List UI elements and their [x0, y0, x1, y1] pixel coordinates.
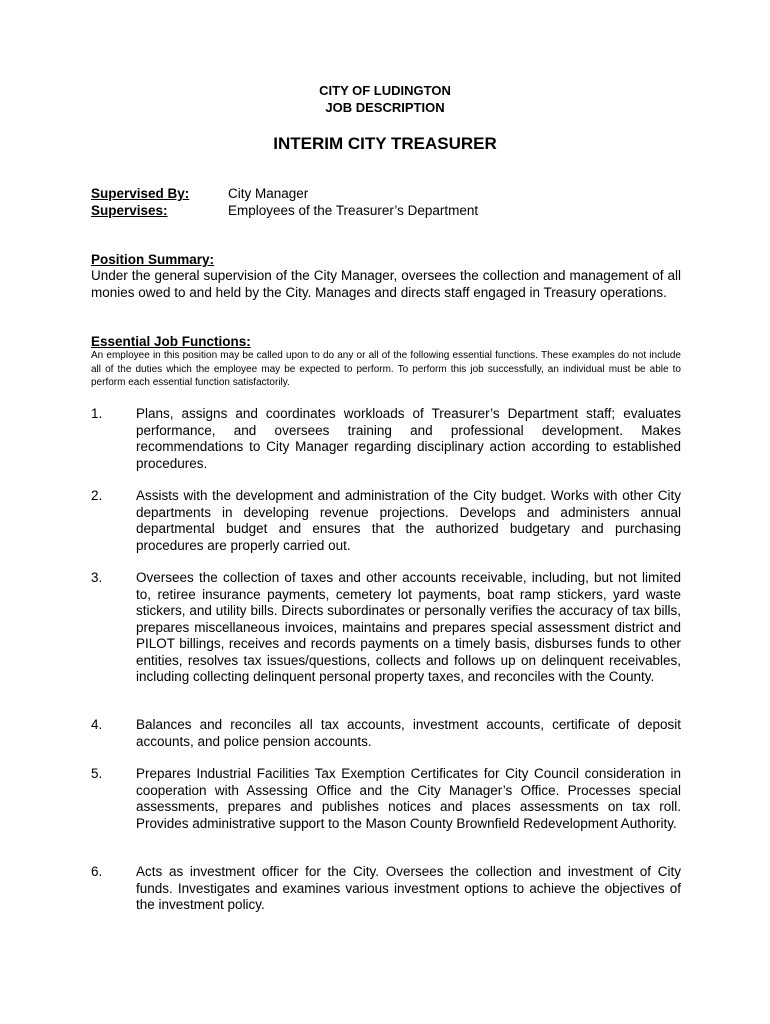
supervised-by-value: City Manager [228, 186, 309, 201]
list-item-text: Plans, assigns and coordinates workloads of Treasurer’s Department staff; evaluates performance, and oversees training and professional development. Makes recommendations to City Manager regarding disciplinary action according to established procedures. [136, 406, 681, 471]
list-item-number: 6. [91, 864, 103, 879]
list-item-number: 4. [91, 717, 103, 732]
org-name: CITY OF LUDINGTON [319, 83, 451, 98]
supervised-by-label: Supervised By: [91, 186, 190, 201]
position-summary-heading: Position Summary: [91, 252, 215, 267]
essential-functions-intro: An employee in this position may be called upon to do any or all of the following essential functions. These examples do not include all of the duties which the employee may be expected to perform. To perform this job successfully, an individual must be able to perform each essential function satisfactorily. [91, 350, 681, 388]
list-item-text: Assists with the development and administration of the City budget. Works with other City departments in developing revenue projections. Develops and administers annual departmental budget and ensures that the authorized budgetary and purchasing procedures are properly carried out. [136, 488, 681, 553]
supervises-value: Employees of the Treasurer’s Department [228, 203, 479, 218]
list-item-number: 1. [91, 406, 103, 421]
list-item-text: Balances and reconciles all tax accounts, investment accounts, certificate of deposit accounts, and police pension accounts. [136, 717, 681, 749]
essential-functions-heading: Essential Job Functions: [91, 334, 251, 349]
list-item-number: 5. [91, 766, 103, 781]
list-item-number: 3. [91, 570, 103, 585]
supervises-label: Supervises: [91, 203, 168, 218]
doc-type: JOB DESCRIPTION [325, 100, 445, 115]
position-summary-text: Under the general supervision of the City Manager, oversees the collection and management of all monies owed to and held by the City. Manages and directs staff engaged in Treasury operations. [91, 268, 681, 300]
list-item-text: Acts as investment officer for the City. Oversees the collection and investment of City funds. Investigates and examines various investment options to achieve the objectives of the investment policy. [136, 864, 681, 912]
list-item-text: Oversees the collection of taxes and other accounts receivable, including, but not limited to, retiree insurance payments, cemetery lot payments, boat ramp stickers, yard waste stickers, and utility bills. Directs subordinates or personally verifies the accuracy of tax bills, prepares miscellaneous invoices, maintains and prepares special assessment district and PILOT billings, receives and records payments on a timely basis, disburses funds to other entities, resolves tax issues/questions, collects and follows up on delinquent receivables, including collecting delinquent personal property taxes, and reconciles with the County. [136, 570, 681, 684]
list-item-number: 2. [91, 488, 103, 503]
list-item-text: Prepares Industrial Facilities Tax Exemption Certificates for City Council consideration in cooperation with Assessing Office and the City Manager’s Office. Processes special assessments, prepares and publishes notices and places assessments on tax roll. Provides administrative support to the Mason County Brownfield Redevelopment Authority. [136, 766, 681, 831]
page-title: INTERIM CITY TREASURER [273, 134, 497, 153]
